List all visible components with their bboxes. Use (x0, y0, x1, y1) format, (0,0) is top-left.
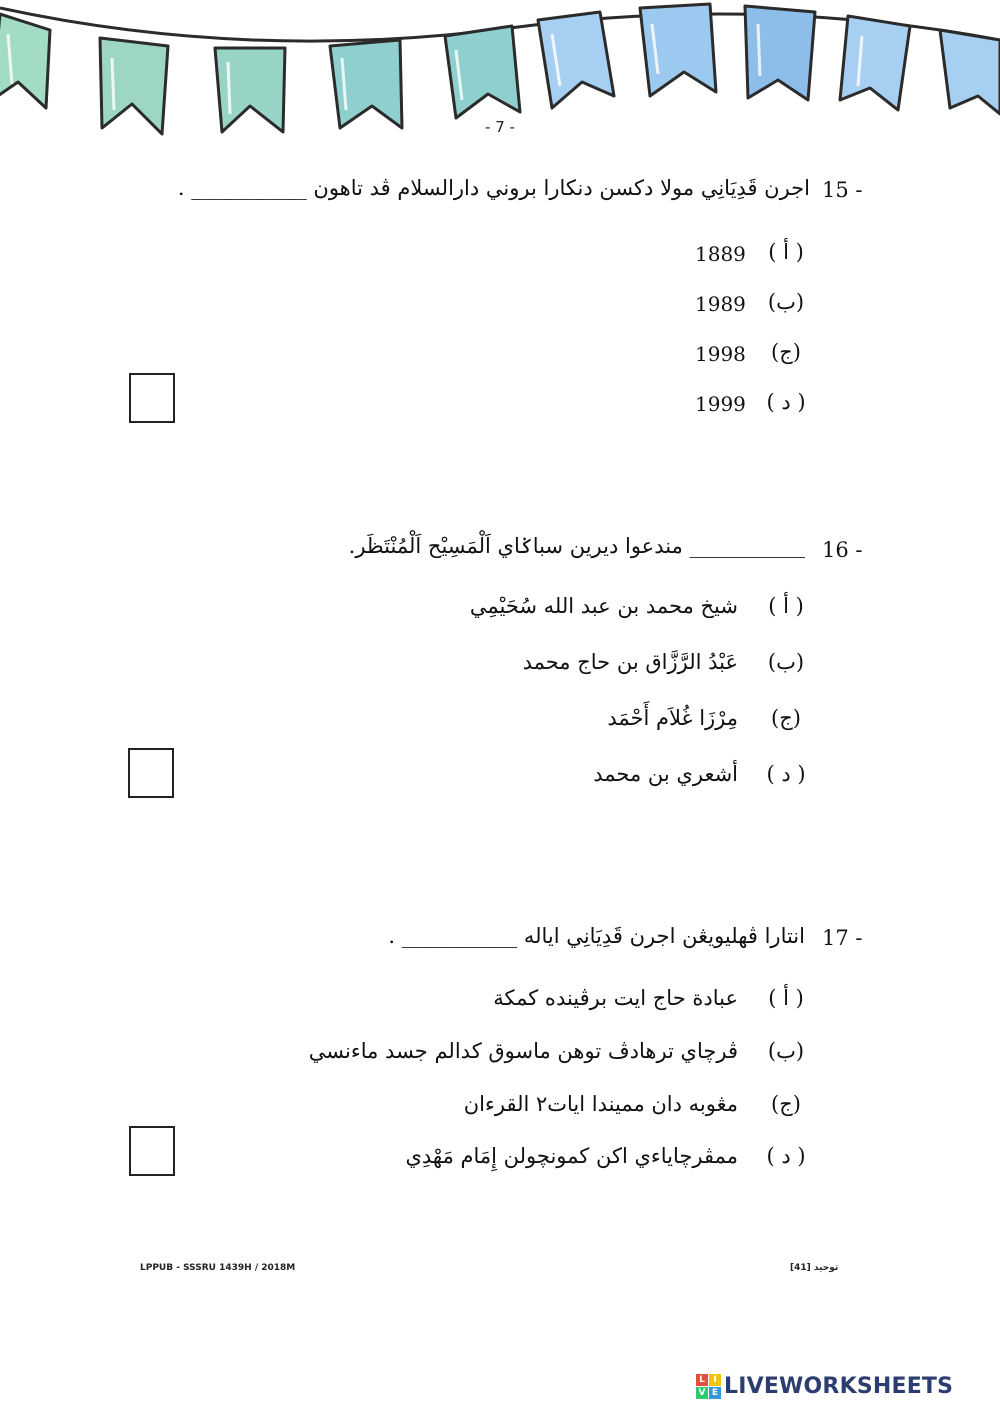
question-number: 16 - (822, 538, 863, 562)
logo-mark-letter: I (709, 1374, 721, 1386)
question-text: ___________ مندعوا ديرين سباݢاي اَلْمَسِيْح اَلْمُنْتَظَر. (348, 534, 805, 558)
logo-mark-letter: E (709, 1387, 721, 1399)
logo-mark-letter: V (696, 1387, 708, 1399)
option-label: (ج) (771, 340, 801, 364)
logo-mark (696, 1374, 721, 1399)
bunting-flag (840, 16, 910, 110)
question-text: انتارا ڤهليويڠن اجرن قَدِيَانِي اياله ___________ . (388, 924, 805, 948)
logo-wordmark: LIVEWORKSHEETS (724, 1374, 954, 1399)
bunting-flag (445, 26, 520, 118)
bunting-flag (640, 4, 716, 96)
bunting-flag (538, 12, 614, 108)
option-label: ( أ ) (768, 986, 804, 1010)
option-label: ( أ ) (768, 594, 804, 618)
answer-box-16[interactable] (128, 748, 174, 798)
option-text: 1999 (695, 392, 746, 416)
page-number: - 7 - (485, 118, 515, 136)
option-label: ( د ) (766, 1144, 806, 1168)
bunting-flag (330, 40, 402, 128)
option-label: ( د ) (766, 762, 806, 786)
option-text: شيخ محمد بن عبد الله سُحَيْمِي (469, 594, 738, 618)
footer-subject: توحيد [41] (790, 1263, 839, 1273)
footer-exam-code: LPPUB - SSSRU 1439H / 2018M (140, 1263, 296, 1273)
bunting-flag (0, 14, 50, 108)
option-label: (ب) (767, 650, 805, 674)
bunting-flag (745, 6, 815, 100)
option-text: 1998 (695, 342, 746, 366)
option-text: مِرْزَا غُلاَم أَحْمَد (607, 706, 738, 730)
option-text: 1989 (695, 292, 746, 316)
option-text: عَبْدُ الرَّزَّاق بن حاج محمد (522, 650, 738, 674)
option-label: (ج) (771, 706, 801, 730)
question-text: اجرن قَدِيَانِي مولا دكسن دنكارا بروني دارالسلام ڤد تاهون ___________ . (177, 176, 810, 200)
bunting-flag (940, 30, 1000, 114)
option-text: مڠوبه دان مميندا ايات٢ القرءان (463, 1092, 738, 1116)
option-text: ممڤرچاياءي اكن كمونچولن إِمَام مَهْدِي (405, 1144, 738, 1168)
answer-box-15[interactable] (129, 373, 175, 423)
option-text: عبادة حاج ايت برڤينده كمكة (493, 986, 738, 1010)
liveworksheets-logo (696, 1374, 953, 1399)
option-text: أشعري بن محمد (593, 762, 738, 786)
option-label: ( د ) (766, 390, 806, 414)
question-number: 15 - (822, 178, 863, 202)
option-label: ( أ ) (768, 240, 804, 264)
answer-box-17[interactable] (129, 1126, 175, 1176)
option-label: (ج) (771, 1092, 801, 1116)
option-label: (ب) (767, 1039, 805, 1063)
question-number: 17 - (822, 926, 863, 950)
option-text: ڤرچاي ترهادڤ توهن ماسوق كدالم جسد ماءنسي (308, 1039, 738, 1063)
option-text: 1889 (695, 242, 746, 266)
logo-mark-letter: L (696, 1374, 708, 1386)
option-label: (ب) (767, 290, 805, 314)
